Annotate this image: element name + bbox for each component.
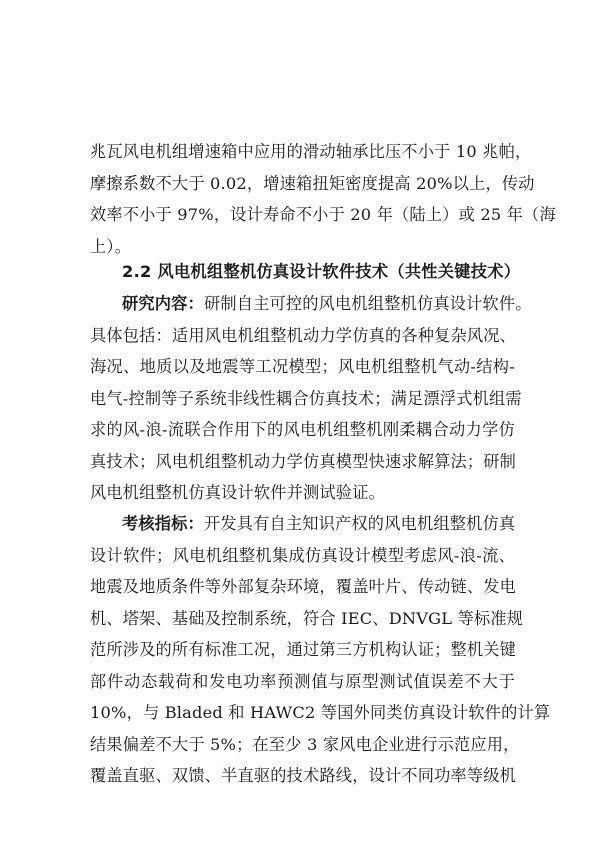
- text-line: 机、塔架、基础及控制系统，符合 IEC、DNVGL 等标准规: [90, 608, 524, 628]
- paragraph-intro: [90, 136, 556, 262]
- text-line: 范所涉及的所有标准工况，通过第三方机构认证；整机关键: [90, 640, 517, 659]
- text-line: 求的风-浪-流联合作用下的风电机组整机刚柔耦合动力学仿: [90, 420, 515, 439]
- text-line: [90, 288, 532, 320]
- text-line: 摩擦系数不大于 0.02，增速箱扭矩密度提高 20%以上，传动: [90, 173, 535, 193]
- text-line: 结果偏差不大于 5%；在至少 3 家风电企业进行示范应用，: [90, 734, 520, 754]
- text-line: [90, 508, 515, 540]
- text-line: 部件动态载荷和发电功率预测值与原型测试值误差不大于: [90, 671, 515, 691]
- text-line: 电气-控制等子系统非线性耦合仿真技术；满足漂浮式机组需: [90, 388, 522, 408]
- assessment-label: 考核指标：: [122, 514, 204, 533]
- text-line: 上）。: [90, 236, 132, 256]
- assessment-first-line: 开发具有自主知识产权的风电机组整机仿真: [203, 514, 516, 533]
- paragraph-research: [90, 288, 532, 509]
- text-line: 风电机组整机仿真设计软件并测试验证。: [90, 483, 385, 502]
- text-line: 效率不小于 97%，设计寿命不小于 20 年（陆上）或 25 年（海: [90, 205, 556, 224]
- research-first-line: 研制自主可控的风电机组整机仿真设计软件。: [203, 294, 532, 313]
- text-line: 设计软件；风电机组整机集成仿真设计模型考虑风-浪-流、: [90, 545, 515, 565]
- text-line: 兆瓦风电机组增速箱中应用的滑动轴承比压不小于 10 兆帕，: [90, 142, 532, 161]
- section-heading: 2.2 风电机组整机仿真设计软件技术（共性关键技术）: [122, 262, 521, 281]
- text-line: 10%，与 Bladed 和 HAWC2 等国外同类仿真设计软件的计算: [90, 703, 551, 722]
- text-line: 覆盖直驱、双馈、半直驱的技术路线，设计不同功率等级机: [90, 766, 517, 785]
- text-line: 地震及地质条件等外部复杂环境，覆盖叶片、传动链、发电: [90, 577, 517, 596]
- text-line: 真技术；风电机组整机动力学仿真模型快速求解算法；研制: [90, 451, 517, 471]
- text-line: 具体包括：适用风电机组整机动力学仿真的各种复杂风况、: [90, 325, 517, 345]
- text-line: 海况、地质以及地震等工况模型；风电机组整机气动-结构-: [90, 357, 515, 376]
- paragraph-assessment: [90, 508, 551, 792]
- research-label: 研究内容：: [122, 294, 204, 313]
